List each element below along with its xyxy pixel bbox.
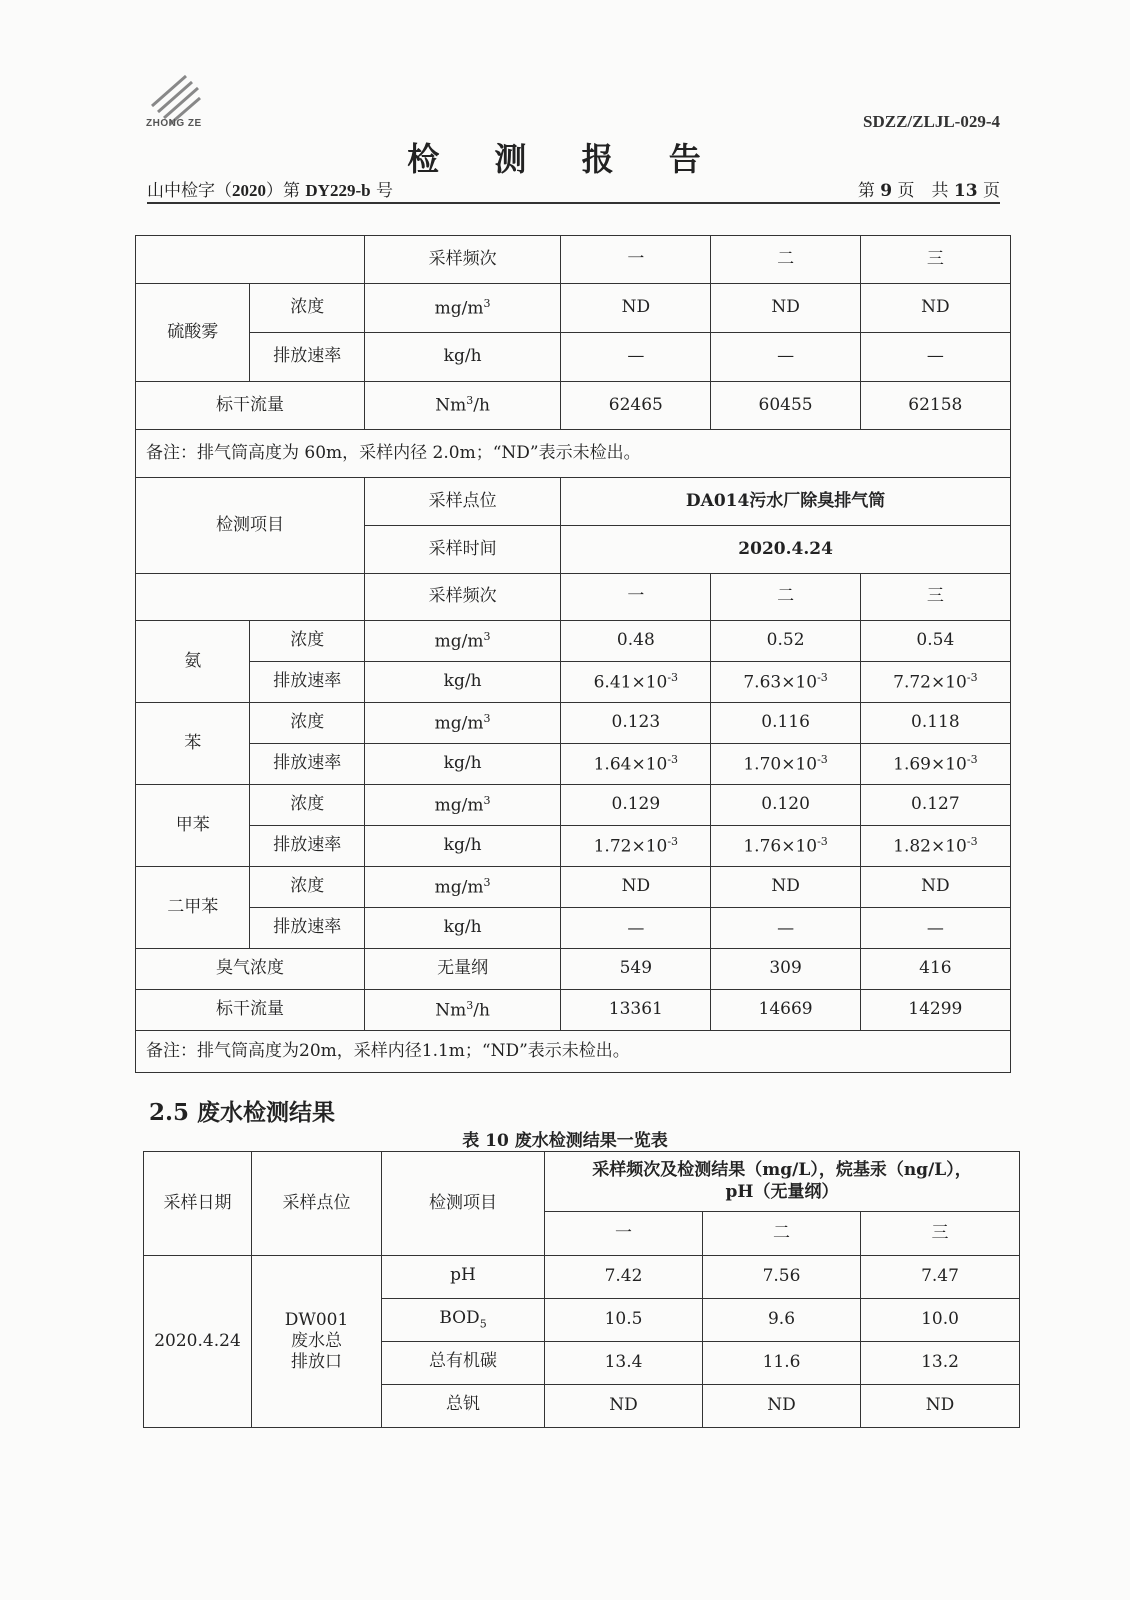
odor-label: 臭气浓度 xyxy=(136,949,365,990)
conc-label: 浓度 xyxy=(250,703,364,744)
value: 416 xyxy=(860,949,1010,990)
freq-1: 一 xyxy=(545,1212,703,1256)
table-row xyxy=(136,744,1011,785)
value: 7.56 xyxy=(703,1256,861,1299)
rate-label: 排放速率 xyxy=(250,744,364,785)
unit: kg/h xyxy=(364,333,560,382)
conc-label: 浓度 xyxy=(250,621,364,662)
value: — xyxy=(860,333,1010,382)
value: 0.120 xyxy=(711,785,860,826)
table-row xyxy=(136,284,1011,333)
value: ND xyxy=(860,284,1010,333)
date-label: 采样日期 xyxy=(144,1152,252,1256)
value: $1.82\times 10^{-3}$ xyxy=(860,826,1010,867)
value: $1.64\times 10^{-3}$ xyxy=(561,744,711,785)
freq-3: 三 xyxy=(861,1212,1020,1256)
value: 10.5 xyxy=(545,1299,703,1342)
flow-label: 标干流量 xyxy=(136,382,365,430)
table-row xyxy=(136,990,1011,1031)
unit: $mg/m^3$ xyxy=(364,284,560,333)
unit: kg/h xyxy=(364,826,560,867)
unit: $mg/m^3$ xyxy=(364,703,560,744)
table-cell xyxy=(136,574,365,621)
unit: kg/h xyxy=(364,908,560,949)
table-row xyxy=(136,333,1011,382)
value: — xyxy=(561,908,711,949)
table-row xyxy=(144,1152,1020,1212)
value: 0.123 xyxy=(561,703,711,744)
table-row xyxy=(136,574,1011,621)
rate-label: 排放速率 xyxy=(250,908,364,949)
value: 13.2 xyxy=(861,1342,1020,1385)
value: — xyxy=(711,908,860,949)
site-value: DA014污水厂除臭排气筒 xyxy=(561,478,1011,526)
report-title: 检 测 报 告 xyxy=(407,140,723,178)
table-row xyxy=(136,703,1011,744)
sample-date: 2020.4.24 xyxy=(144,1256,252,1428)
table-row xyxy=(136,478,1011,526)
freq-3: 三 xyxy=(860,574,1010,621)
time-label: 采样时间 xyxy=(364,526,560,574)
value: 10.0 xyxy=(861,1299,1020,1342)
pollutant-name: 二甲苯 xyxy=(136,867,250,949)
value: 0.129 xyxy=(561,785,711,826)
report-number: 山中检字（2020）第 DY229-b 号 xyxy=(147,181,393,201)
table-cell xyxy=(136,236,365,284)
value: ND xyxy=(561,867,711,908)
value: ND xyxy=(703,1385,861,1428)
test-item: pH xyxy=(382,1256,545,1299)
freq-label: 采样频次 xyxy=(364,574,560,621)
pollutant-rows xyxy=(136,621,1011,949)
value: — xyxy=(711,333,860,382)
sample-site: DW001 废水总 排放口 xyxy=(252,1256,382,1428)
value: 0.54 xyxy=(860,621,1010,662)
conc-label: 浓度 xyxy=(250,284,364,333)
table-row xyxy=(136,662,1011,703)
value: ND xyxy=(861,1385,1020,1428)
table-note: 备注：排气筒高度为20m，采样内径1.1m；“ND”表示未检出。 xyxy=(136,1031,1011,1073)
value: ND xyxy=(545,1385,703,1428)
table-row xyxy=(136,826,1011,867)
test-item: 总钒 xyxy=(382,1385,545,1428)
value: 7.42 xyxy=(545,1256,703,1299)
value: $1.76\times 10^{-3}$ xyxy=(711,826,860,867)
freq-1: 一 xyxy=(561,236,711,284)
value: $1.70\times 10^{-3}$ xyxy=(711,744,860,785)
unit: Nm$^3$/h xyxy=(364,382,560,430)
freq-1: 一 xyxy=(561,574,711,621)
unit: Nm$^3$/h xyxy=(364,990,560,1031)
value: — xyxy=(561,333,711,382)
value: ND xyxy=(711,284,860,333)
test-item: $BOD_5$ xyxy=(382,1299,545,1342)
pollutant-name: 氨 xyxy=(136,621,250,703)
value: 0.52 xyxy=(711,621,860,662)
value: 14299 xyxy=(860,990,1010,1031)
item-label: 检测项目 xyxy=(382,1152,545,1256)
value: 549 xyxy=(561,949,711,990)
value: 9.6 xyxy=(703,1299,861,1342)
value: 0.116 xyxy=(711,703,860,744)
freq-2: 二 xyxy=(711,236,860,284)
table-row xyxy=(136,949,1011,990)
value: $7.63\times 10^{-3}$ xyxy=(711,662,860,703)
table-row xyxy=(144,1256,1020,1299)
pollutant-name: 硫酸雾 xyxy=(136,284,250,382)
value: 309 xyxy=(711,949,860,990)
table-row xyxy=(136,908,1011,949)
freq-2: 二 xyxy=(711,574,860,621)
site-label: 采样点位 xyxy=(364,478,560,526)
value: ND xyxy=(860,867,1010,908)
test-item: 总有机碳 xyxy=(382,1342,545,1385)
rate-label: 排放速率 xyxy=(250,662,364,703)
pollutant-name: 甲苯 xyxy=(136,785,250,867)
flow-label: 标干流量 xyxy=(136,990,365,1031)
value: 62158 xyxy=(860,382,1010,430)
unit: 无量纲 xyxy=(364,949,560,990)
table-row xyxy=(136,236,1011,284)
exhaust-results-table xyxy=(135,235,1011,1073)
value: 11.6 xyxy=(703,1342,861,1385)
unit: kg/h xyxy=(364,662,560,703)
value: 60455 xyxy=(711,382,860,430)
wastewater-results-table xyxy=(143,1151,1020,1428)
value: ND xyxy=(561,284,711,333)
rate-label: 排放速率 xyxy=(250,826,364,867)
document-code: SDZZ/ZLJL-029-4 xyxy=(863,112,1000,131)
table-row xyxy=(136,382,1011,430)
wastewater-rows xyxy=(144,1256,1020,1428)
table-row xyxy=(136,867,1011,908)
time-value: 2020.4.24 xyxy=(561,526,1011,574)
value: — xyxy=(860,908,1010,949)
unit: $mg/m^3$ xyxy=(364,785,560,826)
site-label: 采样点位 xyxy=(252,1152,382,1256)
value: ND xyxy=(711,867,860,908)
value: $6.41\times 10^{-3}$ xyxy=(561,662,711,703)
value: 13361 xyxy=(561,990,711,1031)
section-heading: 2.5 废水检测结果 xyxy=(149,1099,336,1126)
pollutant-name: 苯 xyxy=(136,703,250,785)
conc-label: 浓度 xyxy=(250,785,364,826)
logo-text: ZHONG ZE xyxy=(146,118,202,129)
result-label: 采样频次及检测结果（mg/L），烷基汞（ng/L）， pH（无量纲） xyxy=(545,1152,1020,1212)
value: 13.4 xyxy=(545,1342,703,1385)
table-row xyxy=(136,785,1011,826)
header-rule xyxy=(147,202,1000,204)
unit: $mg/m^3$ xyxy=(364,867,560,908)
item-label: 检测项目 xyxy=(136,478,365,574)
value: 0.127 xyxy=(860,785,1010,826)
value: 0.118 xyxy=(860,703,1010,744)
freq-label: 采样频次 xyxy=(364,236,560,284)
conc-label: 浓度 xyxy=(250,867,364,908)
freq-2: 二 xyxy=(703,1212,861,1256)
value: 14669 xyxy=(711,990,860,1031)
value: $1.69\times 10^{-3}$ xyxy=(860,744,1010,785)
value: 62465 xyxy=(561,382,711,430)
page-indicator: 第 9 页 共 13 页 xyxy=(857,181,1000,201)
table-row xyxy=(136,621,1011,662)
table-caption: 表 10 废水检测结果一览表 xyxy=(462,1131,668,1151)
table-note: 备注：排气筒高度为 60m，采样内径 2.0m；“ND”表示未检出。 xyxy=(136,430,1011,478)
value: 0.48 xyxy=(561,621,711,662)
unit: kg/h xyxy=(364,744,560,785)
value: $7.72\times 10^{-3}$ xyxy=(860,662,1010,703)
value: 7.47 xyxy=(861,1256,1020,1299)
freq-3: 三 xyxy=(860,236,1010,284)
rate-label: 排放速率 xyxy=(250,333,364,382)
unit: $mg/m^3$ xyxy=(364,621,560,662)
table-row xyxy=(136,430,1011,478)
table-row xyxy=(136,1031,1011,1073)
value: $1.72\times 10^{-3}$ xyxy=(561,826,711,867)
